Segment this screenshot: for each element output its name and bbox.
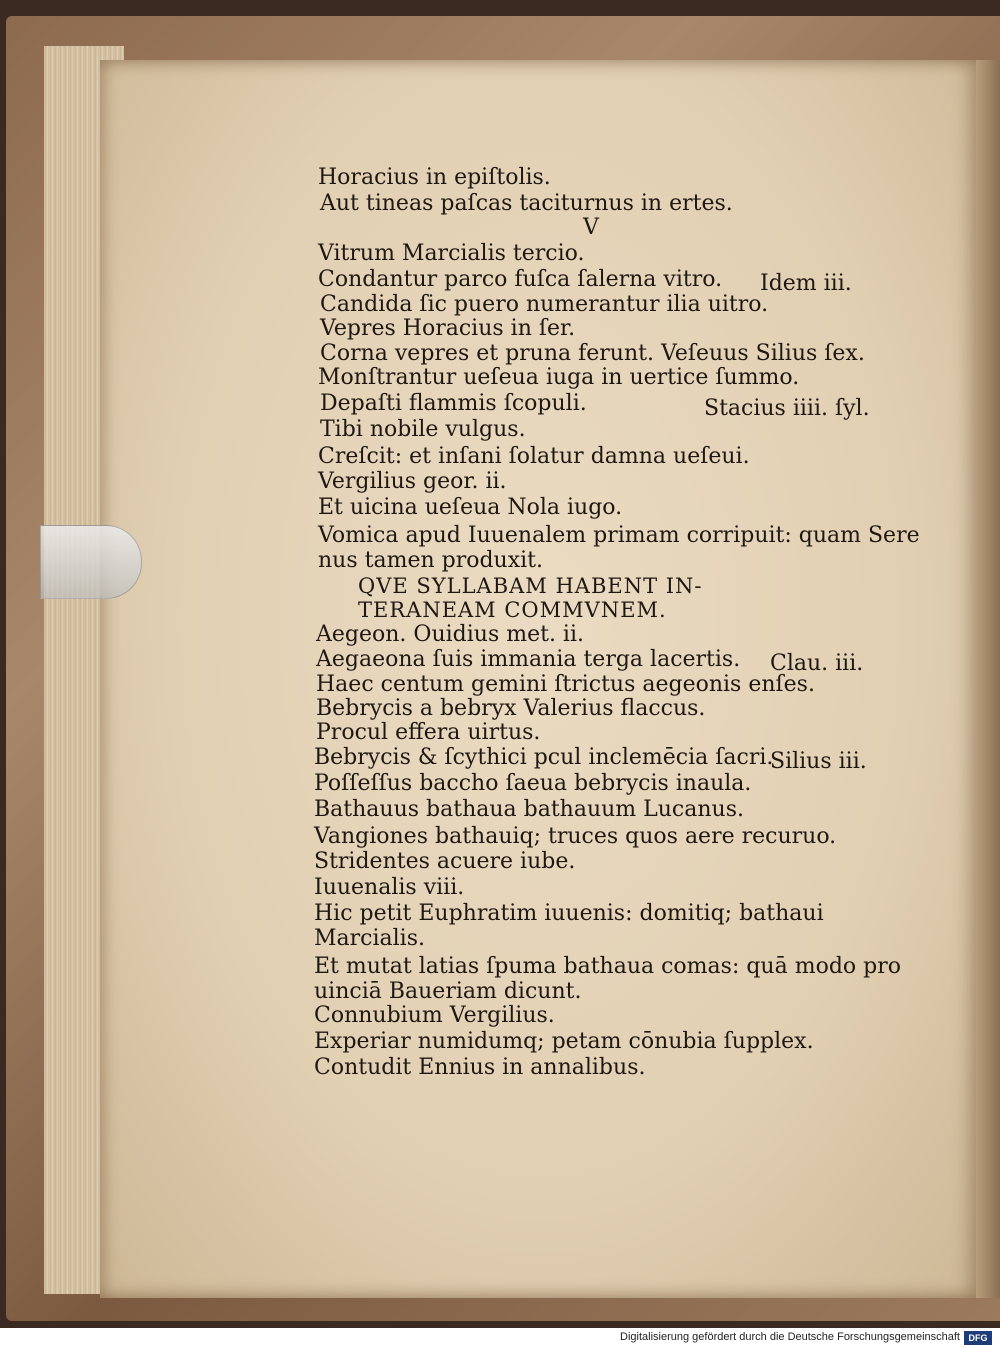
text-line: Vergilius geor. ii. <box>318 469 507 494</box>
text-line: Vangiones bathauiq; truces quos aere recuruo. <box>314 824 837 849</box>
text-line: Tibi nobile vulgus. <box>320 417 526 442</box>
section-heading: TERANEAM COMMVNEM. <box>358 598 667 622</box>
text-line: Haec centum gemini ſtrictus aegeonis enſes. <box>316 672 815 697</box>
text-line: Aegaeona ſuis immania terga lacertis. <box>316 647 741 672</box>
text-line: Poſſeſſus baccho ſaeua bebrycis inaula. <box>314 771 752 796</box>
text-line: Monſtrantur ueſeua iuga in uertice ſummo. <box>318 365 800 390</box>
funding-notice: Digitalisierung gefördert durch die Deutsche Forschungsgemeinschaft <box>620 1331 960 1343</box>
section-letter: V <box>583 215 599 240</box>
text-line: Depaſti flammis ſcopuli. <box>320 391 587 416</box>
text-line: Vitrum Marcialis tercio. <box>318 241 585 266</box>
text-line: Hic petit Euphratim iuuenis: domitiq; bathaui <box>314 901 824 926</box>
margin-reference: Idem iii. <box>760 271 852 296</box>
text-line: Bebrycis a bebryx Valerius flaccus. <box>316 696 706 721</box>
text-line: Creſcit: et inſani ſolatur damna ueſeui. <box>318 444 750 469</box>
text-line: Et mutat latias ſpuma bathaua comas: quā modo pro <box>314 954 901 979</box>
text-line: Bathauus bathaua bathauum Lucanus. <box>314 797 744 822</box>
text-line: Candida ſic puero numerantur ilia uitro. <box>320 292 769 317</box>
text-line: Corna vepres et pruna ferunt. Veſeuus Silius ſex. <box>320 341 865 366</box>
text-line: Marcialis. <box>314 926 425 951</box>
text-line: Connubium Vergilius. <box>314 1003 555 1028</box>
section-heading: QVE SYLLABAM HABENT IN- <box>358 574 703 598</box>
text-line: Experiar numidumq; petam cōnubia ſupplex. <box>314 1029 814 1054</box>
text-line: uinciā Baueriam dicunt. <box>314 979 582 1004</box>
text-line: Et uicina ueſeua Nola iugo. <box>318 495 623 520</box>
text-line: Vepres Horacius in ſer. <box>320 316 576 341</box>
text-line: nus tamen produxit. <box>318 548 543 573</box>
text-line: Horacius in epiſtolis. <box>318 165 551 190</box>
text-line: Bebrycis & ſcythici pcul inclemēcia ſacri. <box>314 745 774 770</box>
text-line: Aegeon. Ouidius met. ii. <box>316 622 584 647</box>
text-line: Stridentes acuere iube. <box>314 849 576 874</box>
text-line: Contudit Ennius in annalibus. <box>314 1055 646 1080</box>
text-line: Vomica apud Iuuenalem primam corripuit: quam Sere <box>318 523 920 548</box>
text-line: Condantur parco fuſca ſalerna vitro. <box>318 267 723 292</box>
text-line: Iuuenalis viii. <box>314 875 465 900</box>
text-line: Aut tineas paſcas taciturnus in ertes. <box>320 191 733 216</box>
dfg-logo: DFG <box>964 1331 992 1345</box>
margin-reference: Stacius iiii. ſyl. <box>704 396 870 421</box>
margin-reference: Clau. iii. <box>770 651 864 676</box>
margin-reference: Silius iii. <box>770 749 867 774</box>
text-line: Procul effera uirtus. <box>316 720 541 745</box>
